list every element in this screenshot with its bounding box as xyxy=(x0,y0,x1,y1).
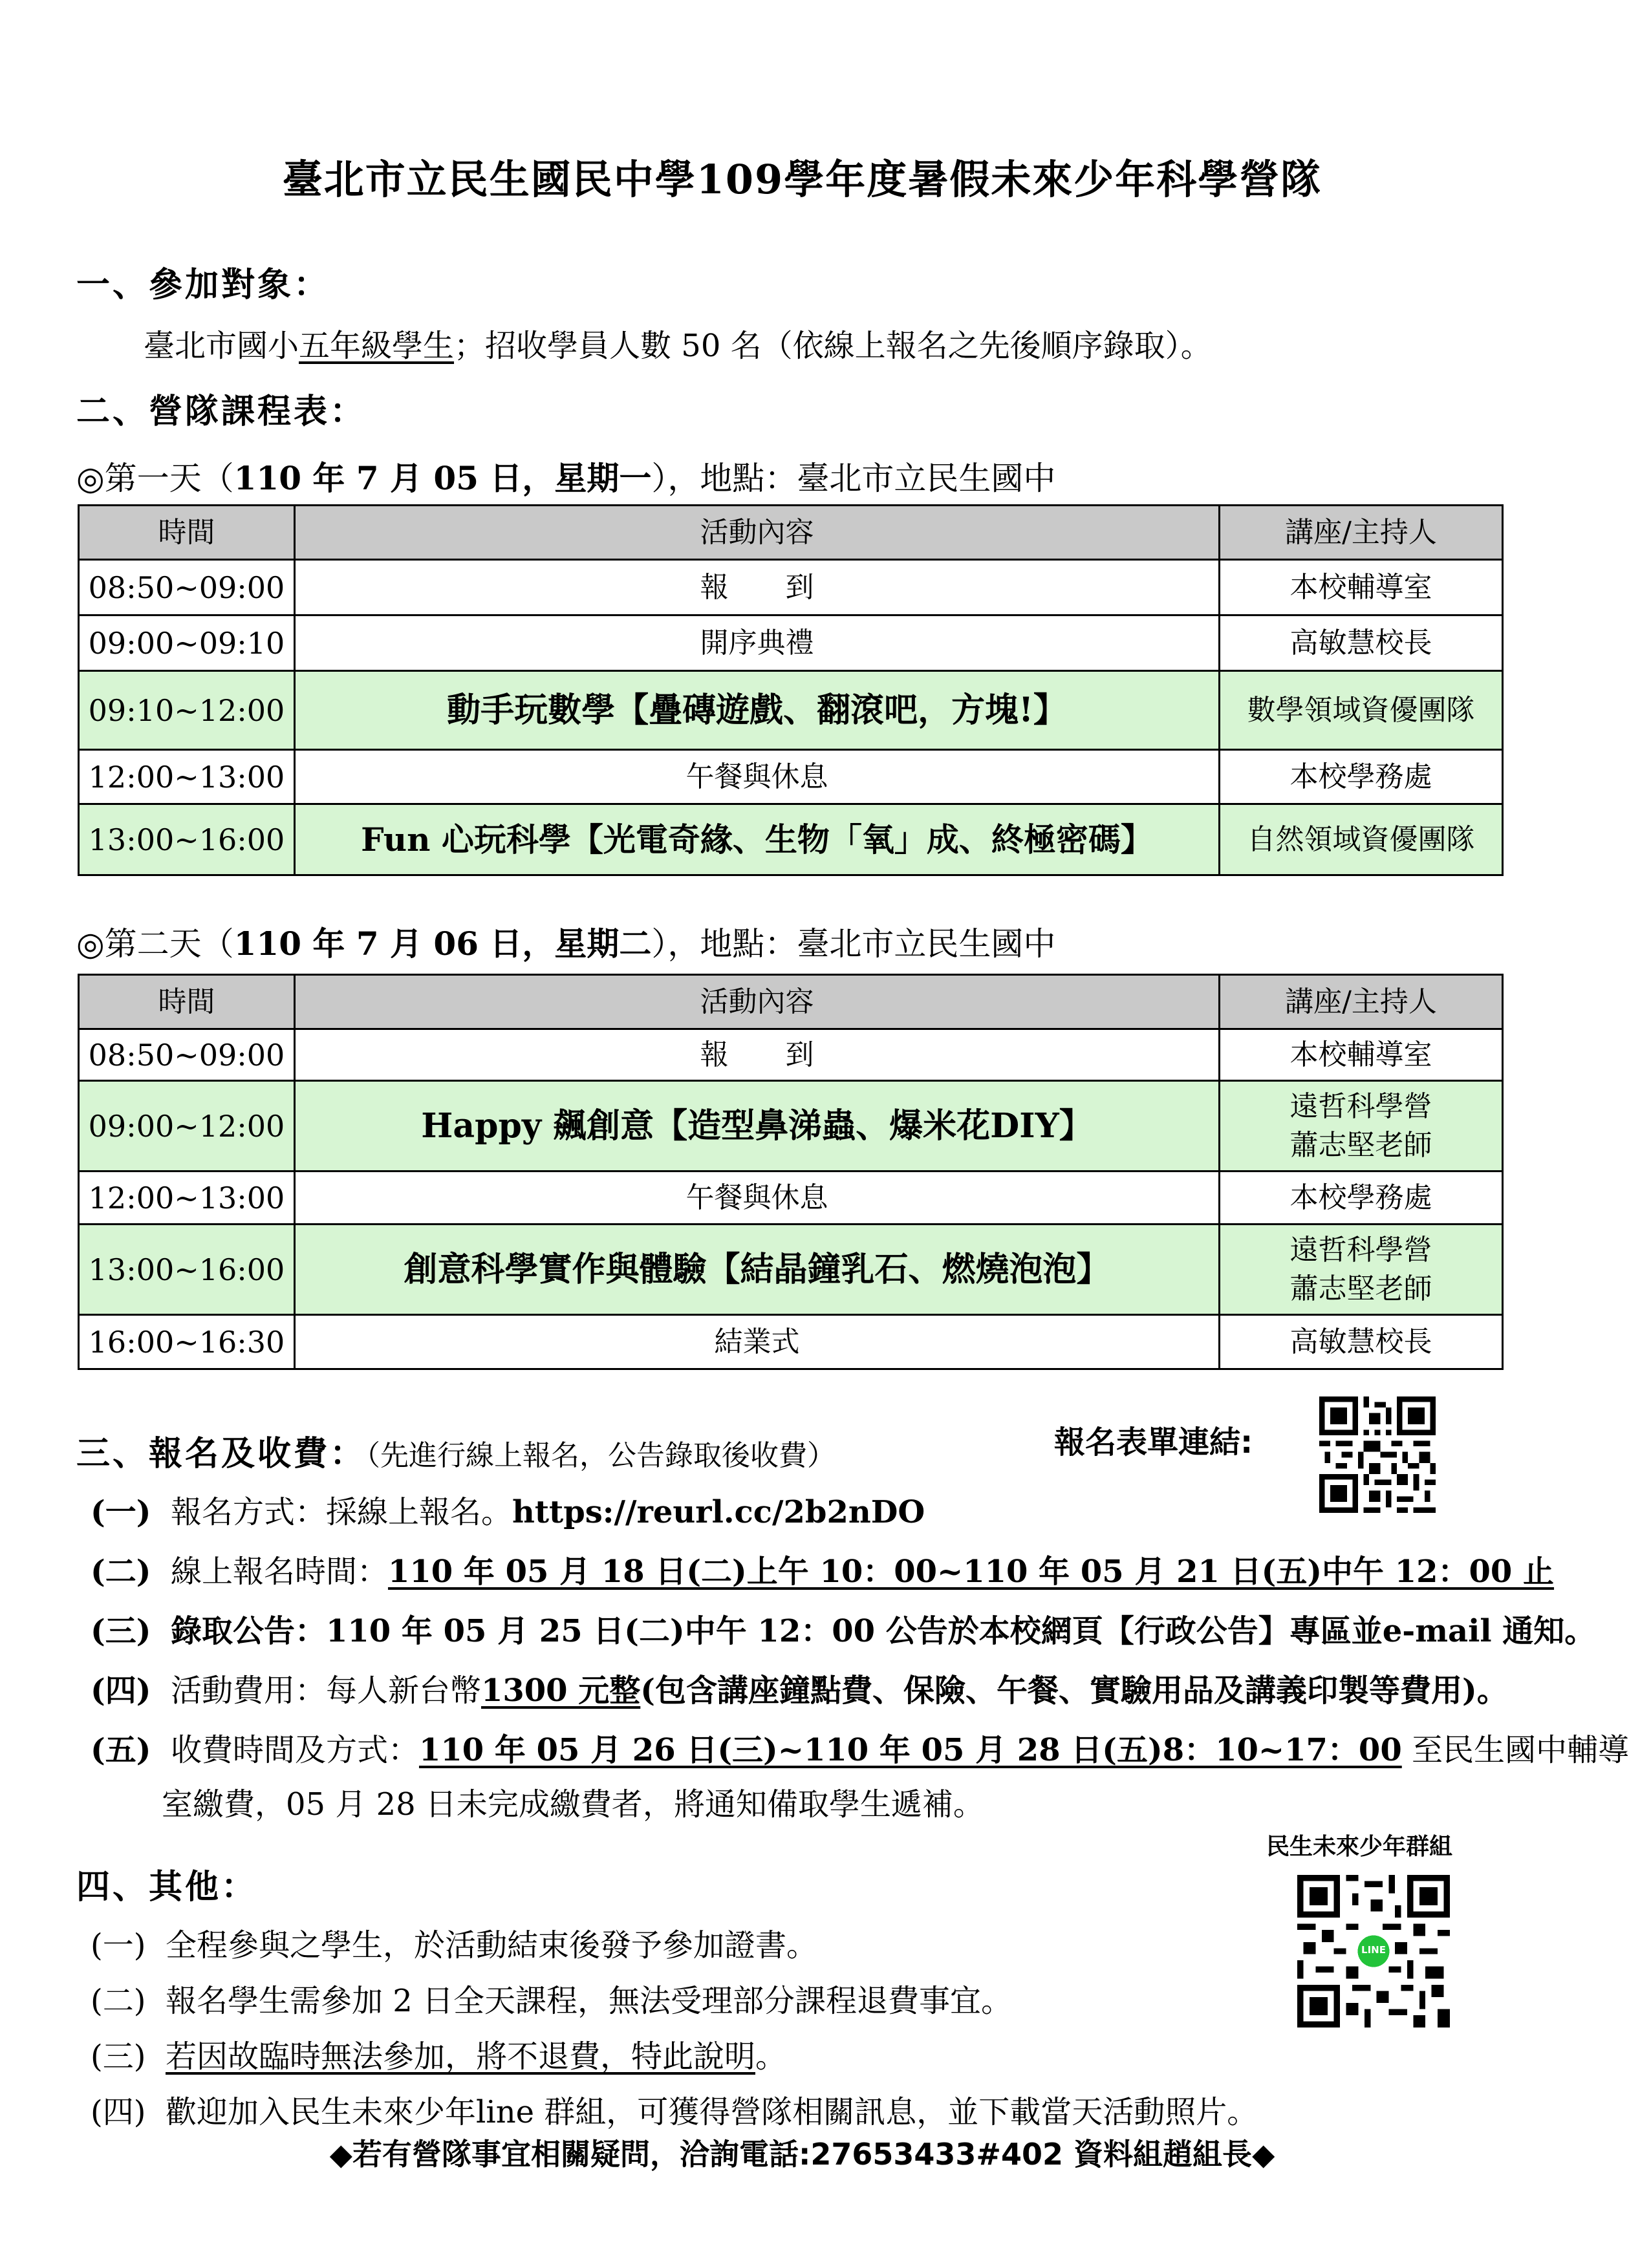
row-time: 12:00~13:00 xyxy=(79,750,295,804)
row-host: 本校學務處 xyxy=(1220,750,1503,804)
row-host: 本校輔導室 xyxy=(1220,1029,1503,1081)
row-time: 13:00~16:00 xyxy=(79,804,295,875)
item-number: (五) xyxy=(91,1732,151,1768)
day1-schedule-table xyxy=(78,504,1504,876)
item-text: 報名學生需參加 2 日全天課程，無法受理部分課程退費事宜。 xyxy=(165,1983,1013,2019)
day2-schedule-table xyxy=(78,974,1504,1370)
section-3-heading: 三、報名及收費： xyxy=(76,1434,367,1473)
participants-line xyxy=(144,321,1212,365)
sec4-item-1 xyxy=(91,1920,817,1965)
item-number: (一) xyxy=(91,1927,146,1963)
header-time: 時間 xyxy=(79,506,295,560)
row-content: 動手玩數學【疊磚遊戲、翻滾吧，方塊!】 xyxy=(295,671,1220,750)
table-row xyxy=(79,1081,1503,1171)
sec3-item-5-continued: 室繳費，05 月 28 日未完成繳費者，將通知備取學生遞補。 xyxy=(162,1786,984,1823)
item-number: (一) xyxy=(91,1494,151,1530)
row-time: 08:50~09:00 xyxy=(79,560,295,615)
form-link-label: 報名表單連結: xyxy=(1054,1424,1253,1460)
day2-mark: ◎第二天（ xyxy=(76,925,234,963)
item-number: (四) xyxy=(91,2094,146,2130)
row-host-line2: 蕭志堅老師 xyxy=(1289,1272,1432,1305)
item-text: 收費時間及方式： xyxy=(170,1732,419,1768)
signup-qr-code[interactable] xyxy=(1319,1396,1436,1513)
item-post: 。 xyxy=(755,2038,787,2075)
item-underlined: 110 年 05 月 26 日(三)~110 年 05 月 28 日(五)8：10~17：00 xyxy=(418,1732,1402,1768)
sec3-item-4 xyxy=(91,1665,1508,1710)
section-1-heading: 一、參加對象： xyxy=(76,265,330,305)
header-host: 講座/主持人 xyxy=(1220,975,1503,1029)
item-text: 歡迎加入民生未來少年line 群組，可獲得營隊相關訊息，並下載當天活動照片。 xyxy=(165,2094,1258,2130)
table-header-row xyxy=(79,506,1503,560)
day2-location: ），地點：臺北市立民生國中 xyxy=(651,925,1056,963)
section-3-heading-line xyxy=(76,1426,836,1475)
table-row xyxy=(79,1029,1503,1081)
table-row xyxy=(79,804,1503,875)
row-content: 報 到 xyxy=(295,560,1220,615)
row-time: 09:00~12:00 xyxy=(79,1081,295,1171)
table-row xyxy=(79,671,1503,750)
participants-pre: 臺北市國小 xyxy=(144,328,299,364)
row-content: 午餐與休息 xyxy=(295,1171,1220,1225)
sec3-item-2 xyxy=(91,1546,1554,1591)
row-content: 創意科學實作與體驗【結晶鐘乳石、燃燒泡泡】 xyxy=(295,1225,1220,1315)
item-underlined: 若因故臨時無法參加，將不退費，特此說明 xyxy=(165,2038,755,2075)
sec3-item-3 xyxy=(91,1606,1595,1651)
item-text: 報名方式：採線上報名。 xyxy=(170,1494,512,1530)
row-host-line2: 蕭志堅老師 xyxy=(1289,1128,1432,1162)
item-number: (二) xyxy=(91,1983,146,2019)
qr-code-icon xyxy=(1319,1396,1436,1513)
item-text: 錄取公告：110 年 05 月 25 日(二)中午 12：00 公告於本校網頁【行政公告】專區並e-mail 通知。 xyxy=(170,1613,1596,1649)
row-host: 高敏慧校長 xyxy=(1220,1315,1503,1369)
row-host-line1: 遠哲科學營 xyxy=(1289,1233,1432,1267)
day2-heading xyxy=(76,918,1055,965)
row-host: 本校學務處 xyxy=(1220,1171,1503,1225)
row-host-line1: 遠哲科學營 xyxy=(1289,1089,1432,1123)
table-row xyxy=(79,1225,1503,1315)
item-number: (二) xyxy=(91,1554,151,1590)
table-row xyxy=(79,1315,1503,1369)
row-content: 報 到 xyxy=(295,1029,1220,1081)
sec3-item-1 xyxy=(91,1487,925,1532)
contact-footer: ◆若有營隊事宜相關疑問，洽詢電話:27653433#402 資料組趙組長◆ xyxy=(329,2137,1275,2172)
row-time: 08:50~09:00 xyxy=(79,1029,295,1081)
sec4-item-3 xyxy=(91,2031,786,2076)
row-content: 結業式 xyxy=(295,1315,1220,1369)
item-post: 至民生國中輔導 xyxy=(1401,1732,1629,1768)
item-underlined: 110 年 05 月 18 日(二)上午 10：00~110 年 05 月 21 日(五)中午 12：00 止 xyxy=(387,1554,1555,1590)
day1-date: 110 年 7 月 05 日，星期一 xyxy=(233,459,652,497)
day1-mark: ◎第一天（ xyxy=(76,460,234,497)
row-content: 午餐與休息 xyxy=(295,750,1220,804)
day1-heading xyxy=(76,453,1055,499)
signup-url-link[interactable]: https://reurl.cc/2b2nDO xyxy=(512,1494,925,1530)
sec4-item-4 xyxy=(91,2087,1258,2132)
table-row xyxy=(79,560,1503,615)
header-content: 活動內容 xyxy=(295,975,1220,1029)
row-time: 09:00~09:10 xyxy=(79,615,295,671)
header-content: 活動內容 xyxy=(295,506,1220,560)
item-text: 活動費用：每人新台幣 xyxy=(170,1673,481,1709)
row-content: Happy 飆創意【造型鼻涕蟲、爆米花DIY】 xyxy=(295,1081,1220,1171)
day2-date: 110 年 7 月 06 日，星期二 xyxy=(233,925,652,963)
item-underlined: 1300 元整 xyxy=(480,1673,641,1709)
participants-post: ；招收學員人數 50 名（依線上報名之先後順序錄取）。 xyxy=(454,328,1212,364)
section-4-heading: 四、其他： xyxy=(76,1867,258,1907)
item-post: (包含講座鐘點費、保險、午餐、實驗用品及講義印製等費用)。 xyxy=(640,1673,1508,1709)
table-row xyxy=(79,1171,1503,1225)
item-text: 線上報名時間： xyxy=(170,1554,388,1590)
row-time: 16:00~16:30 xyxy=(79,1315,295,1369)
item-number: (三) xyxy=(91,1613,151,1649)
table-row xyxy=(79,615,1503,671)
row-time: 09:10~12:00 xyxy=(79,671,295,750)
header-time: 時間 xyxy=(79,975,295,1029)
item-number: (四) xyxy=(91,1673,151,1709)
row-host xyxy=(1220,1225,1503,1315)
participants-grade: 五年級學生 xyxy=(299,328,455,364)
table-row xyxy=(79,750,1503,804)
row-host xyxy=(1220,1081,1503,1171)
line-group-label: 民生未來少年群組 xyxy=(1266,1833,1453,1860)
line-group-qr-code[interactable] xyxy=(1297,1875,1450,2027)
header-host: 講座/主持人 xyxy=(1220,506,1503,560)
row-host: 自然領域資優團隊 xyxy=(1220,804,1503,875)
sec3-item-5 xyxy=(91,1725,1629,1770)
section-3-note: （先進行線上報名，公告錄取後收費） xyxy=(366,1439,836,1472)
sec4-item-2 xyxy=(91,1976,1012,2020)
item-text: 全程參與之學生，於活動結束後發予參加證書。 xyxy=(165,1927,817,1963)
row-time: 12:00~13:00 xyxy=(79,1171,295,1225)
row-content: 開序典禮 xyxy=(295,615,1220,671)
line-logo-text: LINE xyxy=(1361,1944,1386,1956)
section-2-heading: 二、營隊課程表： xyxy=(76,392,367,431)
day1-location: ），地點：臺北市立民生國中 xyxy=(651,460,1056,497)
row-host: 高敏慧校長 xyxy=(1220,615,1503,671)
row-host: 數學領域資優團隊 xyxy=(1220,671,1503,750)
item-number: (三) xyxy=(91,2038,146,2075)
row-host: 本校輔導室 xyxy=(1220,560,1503,615)
table-header-row xyxy=(79,975,1503,1029)
row-time: 13:00~16:00 xyxy=(79,1225,295,1315)
page-title: 臺北市立民生國民中學109學年度暑假未來少年科學營隊 xyxy=(282,156,1322,203)
row-content: Fun 心玩科學【光電奇緣、生物「氧」成、終極密碼】 xyxy=(295,804,1220,875)
